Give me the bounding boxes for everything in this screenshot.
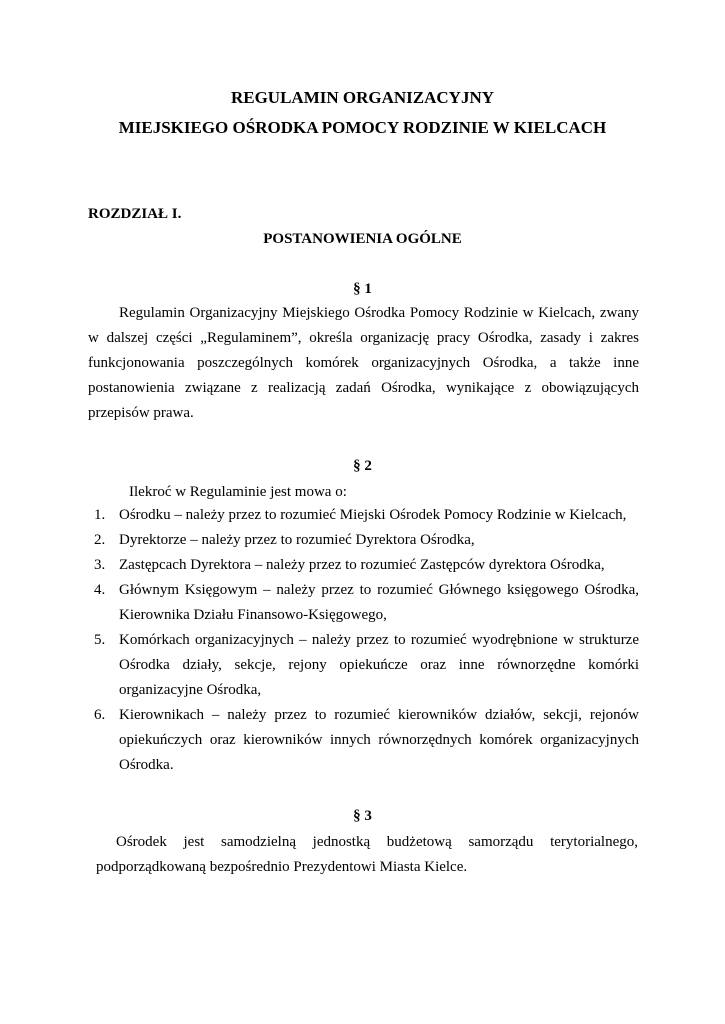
document-title-line1: REGULAMIN ORGANIZACYJNY: [230, 88, 495, 107]
list-item-number: 6.: [94, 707, 106, 723]
chapter-label: ROZDZIAŁ I.: [88, 206, 182, 222]
list-item: [88, 553, 639, 578]
list-item-text: Ośrodku – należy przez to rozumieć Miejski Ośrodek Pomocy Rodzinie w Kielcach,: [119, 507, 627, 523]
section-2-intro: Ilekroć w Regulaminie jest mowa o:: [129, 484, 347, 500]
definitions-list: [88, 503, 639, 778]
list-item-number: 4.: [94, 582, 106, 598]
chapter-title: POSTANOWIENIA OGÓLNE: [263, 231, 462, 247]
section-3-text: Ośrodek jest samodzielną jednostką budżetową samorządu terytorialnego, podporządkowaną bezpośrednio Prezydentowi Miasta Kielce.: [96, 834, 638, 875]
list-item-text: Komórkach organizacyjnych – należy przez to rozumieć wyodrębnione w strukturze Ośrodka działy, sekcje, rejony opiekuńcze oraz inne równorzędne komórki organizacyjne Ośrodka,: [119, 632, 639, 698]
list-item-number: 2.: [94, 532, 106, 548]
list-item-text: Zastępcach Dyrektora – należy przez to rozumieć Zastępców dyrektora Ośrodka,: [119, 557, 605, 573]
list-item: [88, 528, 639, 553]
document-title-line2: MIEJSKIEGO OŚRODKA POMOCY RODZINIE W KIELCACH: [118, 118, 607, 137]
list-item-text: Głównym Księgowym – należy przez to rozumieć Głównego księgowego Ośrodka, Kierownika Działu Finansowo-Księgowego,: [119, 582, 639, 623]
list-item-text: Dyrektorze – należy przez to rozumieć Dyrektora Ośrodka,: [119, 532, 475, 548]
list-item: [88, 578, 639, 628]
list-item-text: Kierownikach – należy przez to rozumieć kierowników działów, sekcji, rejonów opiekuńczych oraz kierowników innych równorzędnych komórek organizacyjnych Ośrodka.: [119, 707, 639, 773]
list-item: [88, 703, 639, 778]
section-2-mark: § 2: [353, 458, 372, 474]
list-item: [88, 628, 639, 703]
list-item-number: 5.: [94, 632, 106, 648]
list-item: [88, 503, 639, 528]
section-1-text: Regulamin Organizacyjny Miejskiego Ośrodka Pomocy Rodzinie w Kielcach, zwany w dalszej części „Regulaminem”, określa organizację pracy Ośrodka, zasady i zakres funkcjonowania poszczególnych komórek organizacyjnych Ośrodka, a także inne postanowienia związane z realizacją zadań Ośrodka, wynikające z obowiązujących przepisów prawa.: [88, 305, 639, 421]
section-3-mark: § 3: [353, 808, 372, 824]
section-1-mark: § 1: [353, 281, 372, 297]
list-item-number: 3.: [94, 557, 106, 573]
list-item-number: 1.: [94, 507, 106, 523]
